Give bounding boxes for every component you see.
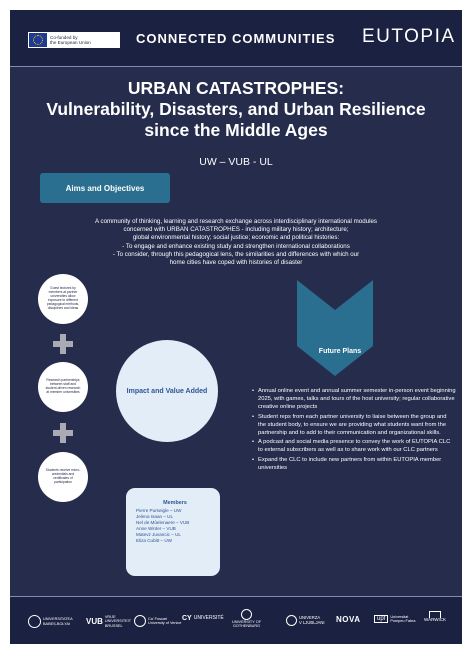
poster-subtitle: UW – VUB - UL: [199, 156, 273, 168]
impact-circle-research: [38, 362, 88, 412]
future-plan-item: • Expand the CLC to include new partners from within EUTOPIA member universities: [252, 457, 456, 473]
eutopia-logo: EUTOPIA: [362, 26, 456, 47]
impact-circle-microcredentials: [38, 452, 88, 502]
aims-line: home cities have coped with histories of disaster: [169, 259, 303, 267]
impact-circle-guest-lectures: [38, 274, 88, 324]
logo-text: UNIVERSITY OF: [232, 620, 262, 624]
university-seal-icon: [241, 609, 252, 620]
title-line-3: since the Middle Ages: [144, 120, 328, 140]
member-item: Anne Winter – VUB: [136, 526, 176, 531]
logo-cy-universite: [182, 615, 224, 622]
aims-line: A community of thinking, learning and research exchange across interdisciplinary international modules: [94, 218, 378, 225]
logo-ca-foscari: [134, 615, 181, 627]
logo-warwick: [424, 611, 446, 622]
university-seal-icon: [286, 615, 297, 626]
logo-text: upf: [374, 615, 388, 623]
logo-ljubljana: [286, 615, 325, 626]
future-plan-item: • Student reps from each partner university to liaise between the group and the student body, to ensure we are providing what students want from the partnership and to add to their communication and organizational skills.: [252, 414, 456, 438]
logo-upf: [374, 615, 420, 624]
logo-text: UNIVERSITÉ: [193, 615, 224, 622]
aims-line: global environmental history; social justice; economic and political histories:: [132, 234, 340, 242]
impact-circle-text: Guest lectures by members at partner universities allow exposure to different pedagogical methods, disciplines and ideas: [46, 286, 80, 310]
logo-text: VRIJE UNIVERSITEIT BRUSSEL: [104, 615, 131, 628]
aims-line: - To engage and enhance existing study and strengthen international collaborations: [122, 242, 350, 250]
logo-text: Universitat Pompeu Fabra: [390, 615, 416, 624]
impact-value-label: Impact and Value Added: [126, 387, 208, 395]
chevron-down-icon: [297, 280, 373, 376]
logo-vub: [86, 615, 129, 628]
university-seal-icon: [134, 615, 146, 627]
logo-text: WARWICK: [424, 617, 446, 622]
header-bar: [10, 10, 462, 67]
impact-value-circle: [116, 340, 218, 442]
title-line-1: URBAN CATASTROPHES:: [127, 78, 345, 98]
title-line-2: Vulnerability, Disasters, and Urban Resilience: [46, 99, 426, 119]
member-item: Matevz Juvancic – UL: [136, 532, 181, 537]
logo-text: University of Venice: [148, 621, 182, 625]
members-list: [136, 508, 214, 544]
member-item: Pierre Purseigle – UW: [136, 508, 182, 513]
eu-flag-icon: [29, 33, 47, 47]
aims-heading-box: [40, 173, 170, 203]
logo-text: V LJUBLJANI: [299, 619, 325, 625]
members-box: [126, 488, 220, 576]
poster-title: [10, 78, 462, 141]
footer-logos-bar: [10, 596, 462, 644]
eu-text-line1: Co-funded by: [50, 34, 78, 40]
members-heading: Members: [163, 500, 187, 506]
logo-text: UNIVERSITATEA: [43, 617, 73, 622]
future-plan-item: • Annual online event and annual summer semester in-person event beginning 2025, with games, talks and tours of the host university; regular collaborative creative online projects: [252, 388, 456, 412]
logo-text: NOVA: [336, 615, 361, 624]
plus-icon: [53, 423, 73, 443]
impact-circle-text: Students receive micro-credentials and certificates of participation: [45, 468, 81, 484]
aims-line: - To consider, through this pedagogical lens, the similarities and differences with which our: [112, 250, 360, 258]
logo-text: CY: [182, 615, 192, 622]
eu-text-line2: the European Union: [50, 40, 91, 45]
university-seal-icon: [28, 615, 41, 628]
plus-icon: [53, 334, 73, 354]
aims-text: [70, 218, 402, 267]
logo-babes-bolyai: [28, 615, 73, 628]
future-plan-item: • A podcast and social media presence to convey the work of EUTOPIA CLC to external subscribers as well as to share work with our CLC partners: [252, 439, 456, 455]
eu-cofunded-badge: [28, 32, 120, 48]
logo-gothenburg: [232, 609, 261, 629]
poster: [10, 10, 462, 644]
aims-heading: Aims and Objectives: [65, 183, 145, 193]
member-item: Jelena Isaan – UL: [136, 514, 174, 519]
future-plans-list: [252, 388, 456, 475]
aims-line: concerned with URBAN CATASTROPHES - including military history; architecture;: [123, 226, 349, 234]
logo-text: Ca' Foscari: [148, 616, 168, 621]
member-item: Nel de Mûelenaere – VUB: [136, 520, 190, 525]
logo-text: VUB: [86, 617, 103, 627]
logo-nova: [336, 615, 361, 624]
logo-text: BABEȘ-BOLYAI: [43, 621, 71, 626]
logo-text: UNIVERZA: [299, 615, 321, 621]
connected-communities-title: CONNECTED COMMUNITIES: [136, 31, 336, 46]
future-plans-heading: Future Plans: [318, 348, 362, 355]
impact-circle-text: Research partnerships between staff and student-driven research at member universities: [45, 378, 81, 394]
member-item: Eliza Cubitt – UW: [136, 538, 172, 543]
logo-text: GOTHENBURG: [232, 624, 261, 629]
